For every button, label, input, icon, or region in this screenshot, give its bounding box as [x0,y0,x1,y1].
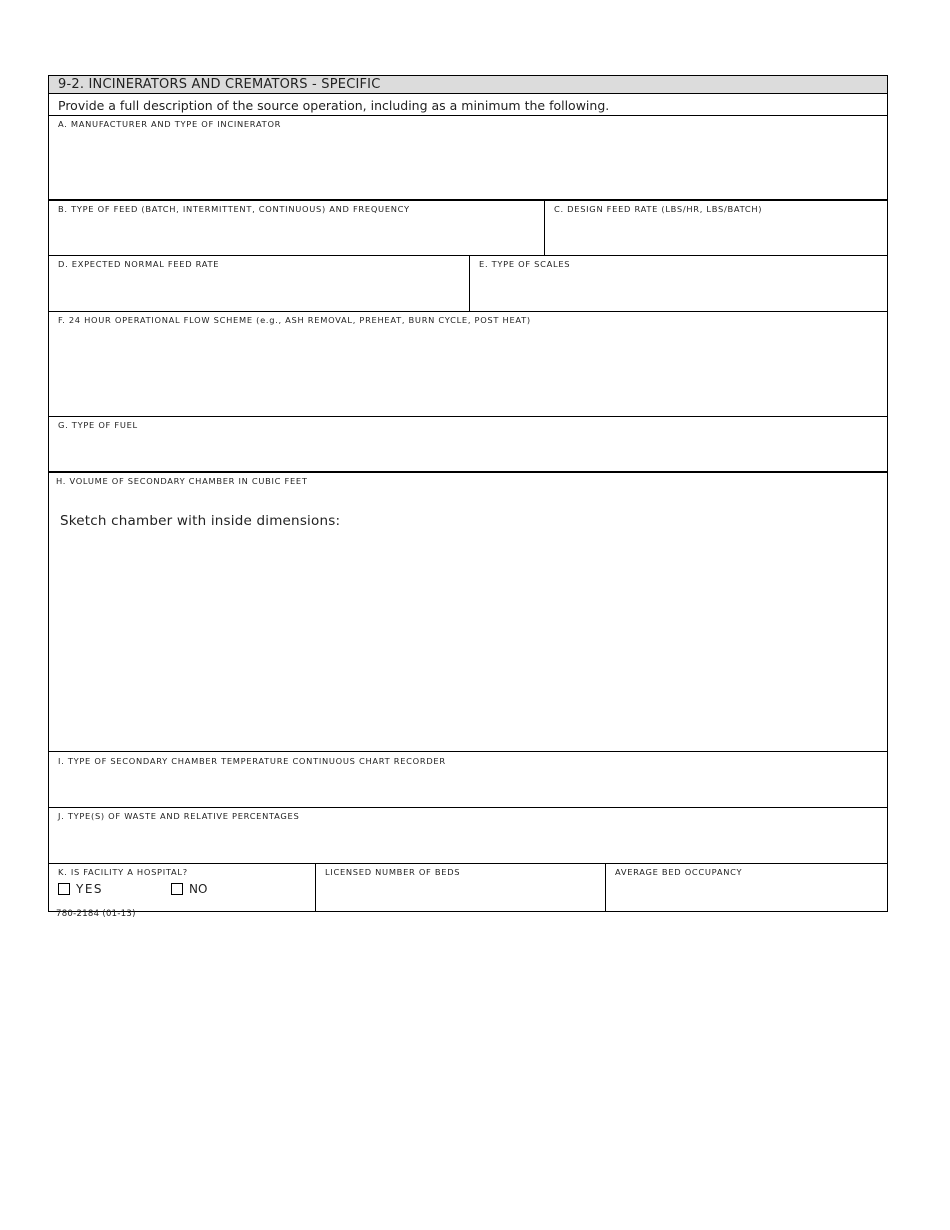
licensed-beds-label: LICENSED NUMBER OF BEDS [325,867,461,877]
incinerator-form [48,75,888,912]
design-feed-rate-label: C. DESIGN FEED RATE (LBS/HR, LBS/BATCH) [554,204,763,214]
feed-type-label: B. TYPE OF FEED (BATCH, INTERMITTENT, CONTINUOUS) AND FREQUENCY [58,204,410,214]
chart-recorder-field[interactable] [49,752,887,807]
fuel-type-field[interactable] [49,417,887,471]
no-option[interactable] [171,882,207,896]
licensed-beds-field[interactable] [315,864,605,911]
normal-feed-rate-field[interactable] [49,256,469,311]
secondary-chamber-volume-field[interactable] [49,473,887,751]
field-bc-row [49,199,887,255]
fuel-type-label: G. TYPE OF FUEL [58,420,138,430]
field-k-row [49,863,887,911]
field-j-row [49,807,887,863]
no-label: NO [189,882,208,896]
section-header-row [49,76,887,93]
field-de-row [49,255,887,311]
waste-types-label: J. TYPE(S) OF WASTE AND RELATIVE PERCENTAGES [58,811,300,821]
bed-occupancy-label: AVERAGE BED OCCUPANCY [615,867,743,877]
yes-label: YES [76,882,104,896]
normal-feed-rate-label: D. EXPECTED NORMAL FEED RATE [58,259,220,269]
manufacturer-field[interactable] [49,116,887,199]
waste-types-field[interactable] [49,808,887,863]
yes-checkbox[interactable] [58,883,70,895]
flow-scheme-label: F. 24 HOUR OPERATIONAL FLOW SCHEME (e.g., ASH REMOVAL, PREHEAT, BURN CYCLE, POST HEAT) [58,315,531,325]
bed-occupancy-field[interactable] [605,864,887,911]
hospital-options [58,882,306,896]
intro-row [49,93,887,115]
form-number: 780-2184 (01-13) [56,909,136,919]
field-a-row [49,115,887,199]
section-title: 9-2. INCINERATORS AND CREMATORS - SPECIFIC [49,76,887,93]
hospital-label: K. IS FACILITY A HOSPITAL? [58,867,188,877]
feed-type-field[interactable] [49,201,544,255]
field-g-row [49,416,887,471]
secondary-chamber-volume-label: H. VOLUME OF SECONDARY CHAMBER IN CUBIC FEET [56,476,308,486]
intro-text: Provide a full description of the source operation, including as a minimum the following. [58,98,610,113]
field-h-row [49,471,887,751]
manufacturer-label: A. MANUFACTURER AND TYPE OF INCINERATOR [58,119,282,129]
yes-option[interactable] [58,882,171,896]
chart-recorder-label: I. TYPE OF SECONDARY CHAMBER TEMPERATURE CONTINUOUS CHART RECORDER [58,756,446,766]
design-feed-rate-field[interactable] [544,201,887,255]
no-checkbox[interactable] [171,883,183,895]
sketch-instruction: Sketch chamber with inside dimensions: [60,513,341,529]
scales-type-field[interactable] [469,256,887,311]
hospital-field [49,864,315,911]
field-f-row [49,311,887,416]
flow-scheme-field[interactable] [49,312,887,416]
field-i-row [49,751,887,807]
scales-type-label: E. TYPE OF SCALES [479,259,571,269]
